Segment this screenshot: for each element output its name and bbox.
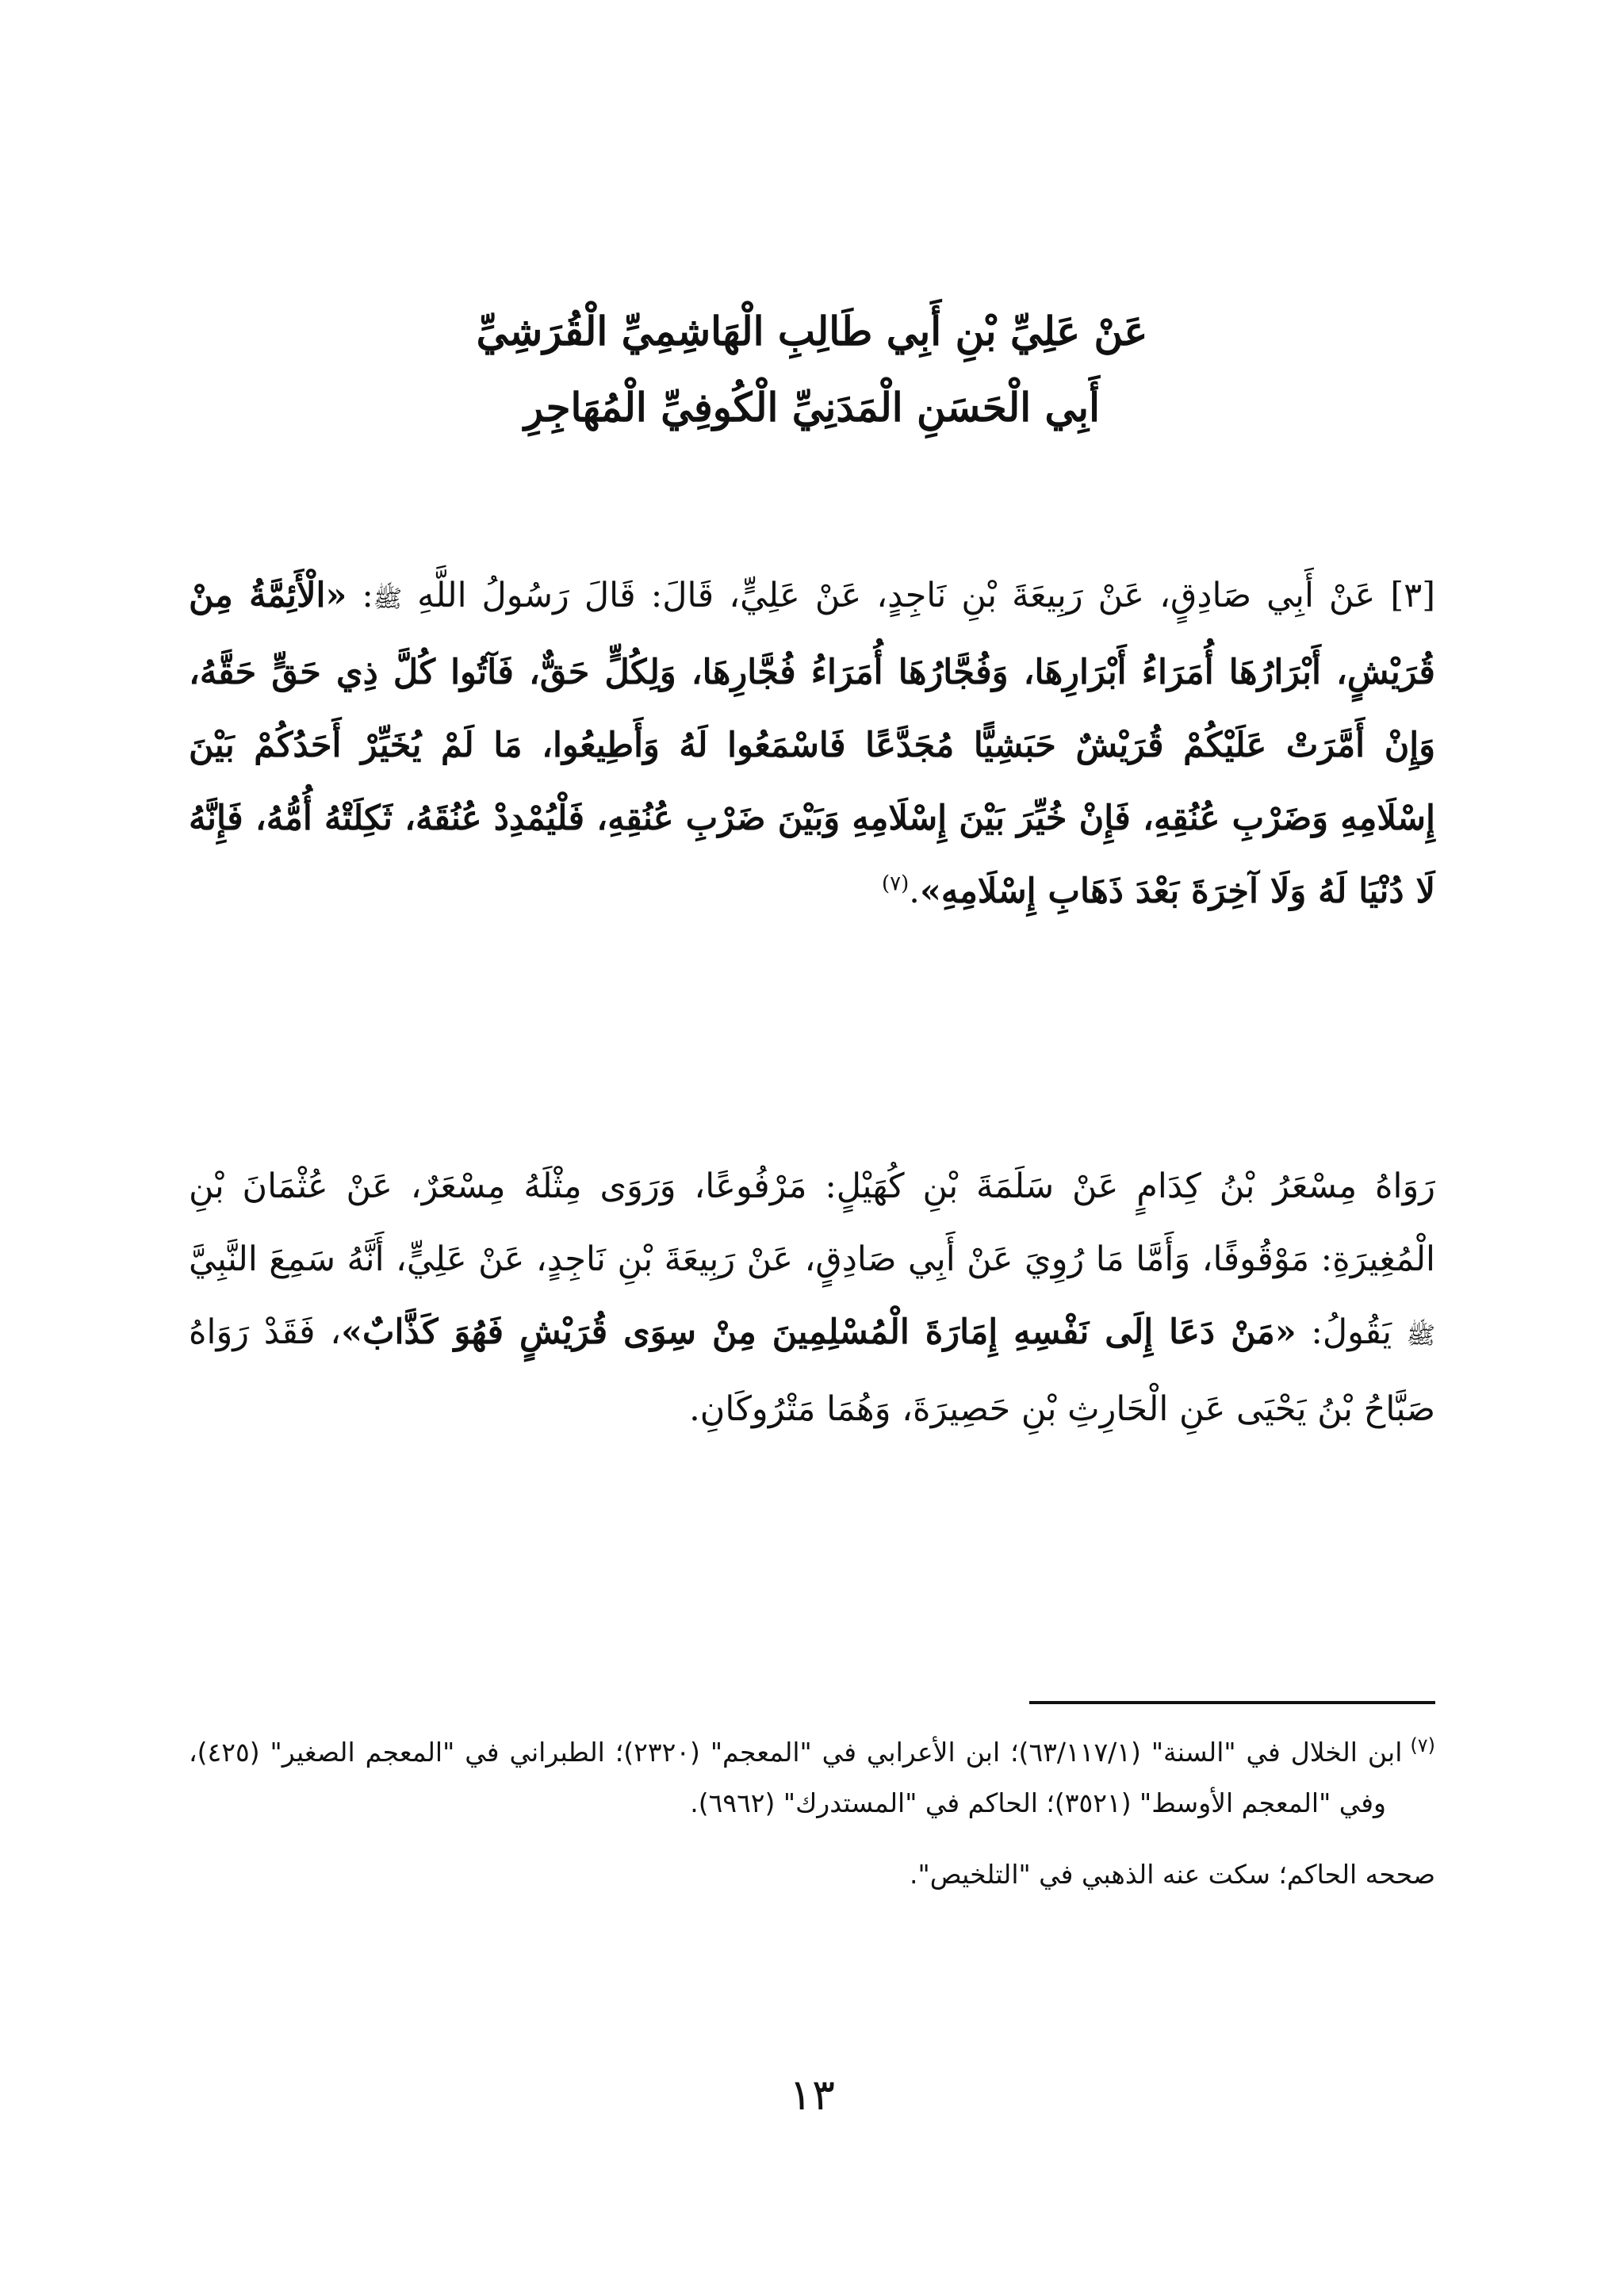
footnote-separator [1029, 1701, 1435, 1704]
footnote-item [189, 1727, 1435, 1829]
footnote-note: صححه الحاكم؛ سكت عنه الذهبي في "التلخيص". [910, 1859, 1435, 1890]
footnote-reference[interactable]: (٧) [882, 872, 910, 896]
footnote-marker: (٧) [1410, 1734, 1436, 1757]
page-number: ١٣ [788, 2070, 835, 2120]
commentary-text-2: يَقُولُ: [1296, 1312, 1407, 1352]
heading-line-2: أَبِي الْحَسَنِ الْمَدَنِيِّ الْكُوفِيِّ الْمُهَاجِرِ [523, 384, 1100, 431]
heading-line-1: عَنْ عَلِيِّ بْنِ أَبِي طَالِبِ الْهَاشِمِيِّ الْقُرَشِيِّ [476, 308, 1148, 354]
isnad-text: [٣] عَنْ أَبِي صَادِقٍ، عَنْ رَبِيعَةَ بْنِ نَاجِدٍ، عَنْ عَلِيٍّ، قَالَ: قَالَ رَسُولُ اللَّهِ [417, 576, 1436, 615]
commentary-paragraph [189, 1150, 1435, 1446]
chapter-heading [190, 293, 1434, 446]
honorific-symbol: ﷺ [1406, 1322, 1436, 1350]
footnote-text: ابن الخلال في "السنة" (٦٣/١١٧/١)؛ ابن الأعرابي في "المعجم" (٢٣٢٠)؛ الطبراني في "المعجم الصغير" (٤٢٥)، وفي "المعجم الأوسط" (٣٥٢١)؛ الحاكم في "المستدرك" (٦٩٦٢). [189, 1737, 1403, 1818]
footnotes-section [189, 1727, 1435, 1900]
hadith-text: «الْأَئِمَّةُ مِنْ قُرَيْشٍ، أَبْرَارُهَا أُمَرَاءُ أَبْرَارِهَا، وَفُجَّارُهَا أُمَرَاءُ فُجَّارِهَا، وَلِكُلٍّ حَقٌّ، فَآتُوا كُلَّ ذِي حَقٍّ حَقَّهُ، وَإِنْ أَمَّرَتْ عَلَيْكُمْ قُرَيْشٌ حَبَشِيًّا مُجَدَّعًا فَاسْمَعُوا لَهُ وَأَطِيعُوا، مَا لَمْ يُخَيِّرْ أَحَدُكُمْ بَيْنَ إِسْلَامِهِ وَضَرْبِ عُنُقِهِ، فَإِنْ خُيِّرَ بَيْنَ إِسْلَامِهِ وَبَيْنَ ضَرْبِ عُنُقِهِ، فَلْيُمْدِدْ عُنُقَهُ، ثَكِلَتْهُ أُمُّهُ، فَإِنَّهُ لَا دُنْيَا لَهُ وَلَا آخِرَةَ بَعْدَ ذَهَابِ إِسْلَامِهِ» [189, 576, 1435, 911]
sentence-end: . [909, 872, 920, 911]
hadith-paragraph [189, 559, 1435, 928]
commentary-text-3: ، فَقَدْ رَوَاهُ صَبَّاحُ بْنُ يَحْيَى عَنِ الْحَارِثِ بْنِ حَصِيرَةَ، وَهُمَا مَتْرُوكَانِ. [189, 1312, 1435, 1429]
honorific-symbol: ﷺ [373, 585, 403, 613]
commentary-text-1: رَوَاهُ مِسْعَرُ بْنُ كِدَامٍ عَنْ سَلَمَةَ بْنِ كُهَيْلٍ: مَرْفُوعًا، وَرَوَى مِثْلَهُ مِسْعَرٌ، عَنْ عُثْمَانَ بْنِ الْمُغِيرَةِ: مَوْقُوفًا، وَأَمَّا مَا رُوِيَ عَنْ أَبِي صَادِقٍ، عَنْ رَبِيعَةَ بْنِ نَاجِدٍ، عَنْ عَلِيٍّ، أَنَّهُ سَمِعَ النَّبِيَّ [189, 1167, 1435, 1279]
hadith-text: «مَنْ دَعَا إِلَى نَفْسِهِ إِمَارَةَ الْمُسْلِمِينَ مِنْ سِوَى قُرَيْشٍ فَهُوَ كَذَّابٌ» [341, 1312, 1297, 1352]
colon: : [347, 576, 373, 615]
